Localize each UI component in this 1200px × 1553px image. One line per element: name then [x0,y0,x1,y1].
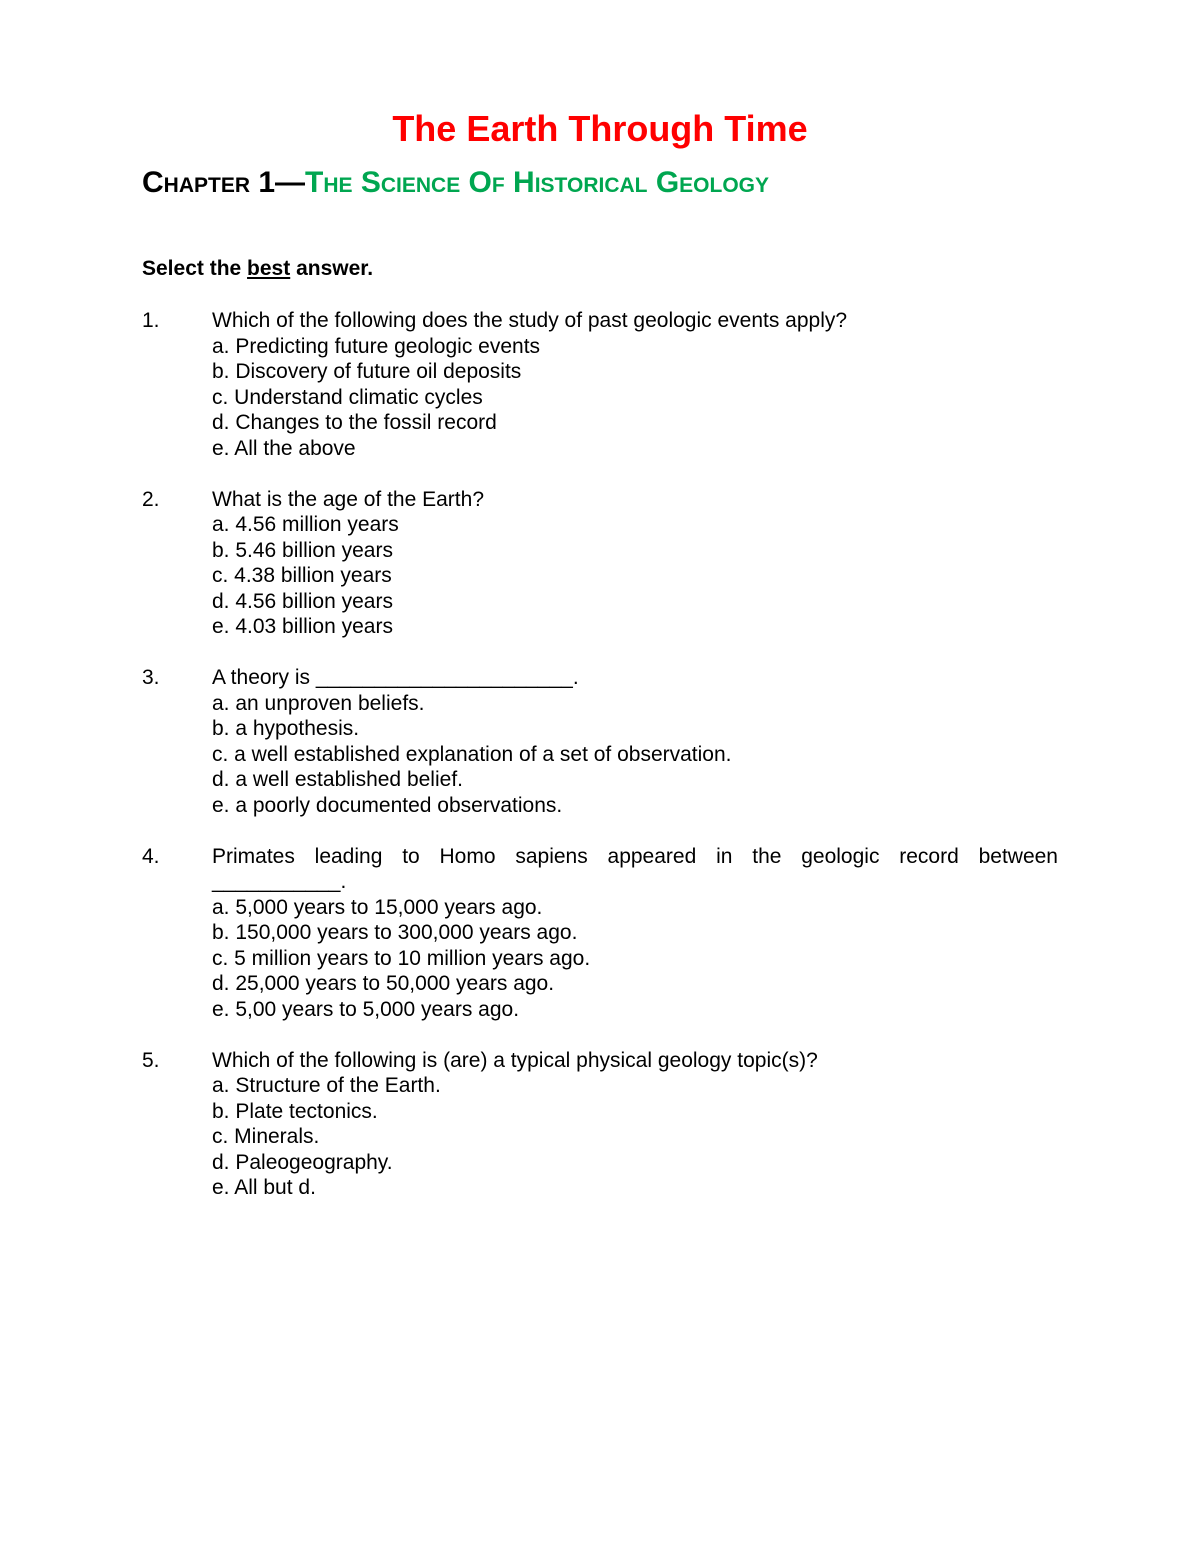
question-item [142,487,1058,640]
answer-option: a. an unproven beliefs. [212,691,425,715]
answer-option: c. 5 million years to 10 million years ago. [212,946,591,970]
question-number: 3. [142,666,160,689]
question-body [212,665,1058,818]
answer-option: c. 4.38 billion years [212,564,392,587]
question-text: Which of the following is (are) a typical physical geology topic(s)? [212,1048,818,1072]
answer-option: b. Plate tectonics. [212,1099,378,1123]
question-text: What is the age of the Earth? [212,487,484,511]
answer-option: e. 4.03 billion years [212,615,393,638]
answer-option: a. 5,000 years to 15,000 years ago. [212,895,543,919]
question-text-continuation: ___________. [212,870,347,893]
instruction-emphasis: best [247,257,291,280]
answer-option: c. Minerals. [212,1125,320,1148]
answer-option: e. All but d. [212,1176,316,1199]
chapter-label: Chapter 1— [142,166,306,199]
question-item [142,665,1058,818]
question-number: 5. [142,1048,160,1072]
answer-option: b. Discovery of future oil deposits [212,360,522,383]
question-item [142,1048,1058,1201]
answer-option: d. Changes to the fossil record [212,411,497,434]
answer-option: d. a well established belief. [212,768,463,791]
answer-option: b. 150,000 years to 300,000 years ago. [212,921,578,944]
answer-option: a. Predicting future geologic events [212,334,541,358]
answer-option: c. a well established explanation of a set of observation. [212,742,732,766]
question-number: 2. [142,487,160,511]
answer-option: d. 4.56 billion years [212,589,393,613]
instruction-text [142,255,373,283]
chapter-heading [142,163,769,203]
question-item [142,844,1058,1023]
question-text: Which of the following does the study of past geologic events apply? [212,309,848,332]
question-item [142,308,1058,461]
question-number: 4. [142,844,160,868]
document-title: The Earth Through Time [392,108,808,149]
answer-option: e. a poorly documented observations. [212,793,563,817]
question-number: 1. [142,309,160,332]
answer-option: e. All the above [212,436,356,460]
answer-option: e. 5,00 years to 5,000 years ago. [212,997,520,1021]
question-list [142,308,1058,1226]
answer-option: c. Understand climatic cycles [212,385,483,409]
answer-option: a. Structure of the Earth. [212,1074,441,1097]
answer-option: b. a hypothesis. [212,717,360,740]
question-text: Primates leading to Homo sapiens appeared in the geologic record between [212,844,1058,868]
answer-option: d. Paleogeography. [212,1150,393,1174]
instruction-suffix: answer. [290,257,374,280]
question-body [212,487,1058,640]
question-body [212,844,1058,1023]
chapter-title: The Science Of Historical Geology [305,166,770,199]
question-body [212,308,1058,461]
answer-option: a. 4.56 million years [212,513,399,536]
instruction-prefix: Select the [142,257,248,280]
answer-option: b. 5.46 billion years [212,538,393,562]
answer-option: d. 25,000 years to 50,000 years ago. [212,972,555,995]
question-text: A theory is ______________________. [212,666,579,689]
question-body [212,1048,1058,1201]
